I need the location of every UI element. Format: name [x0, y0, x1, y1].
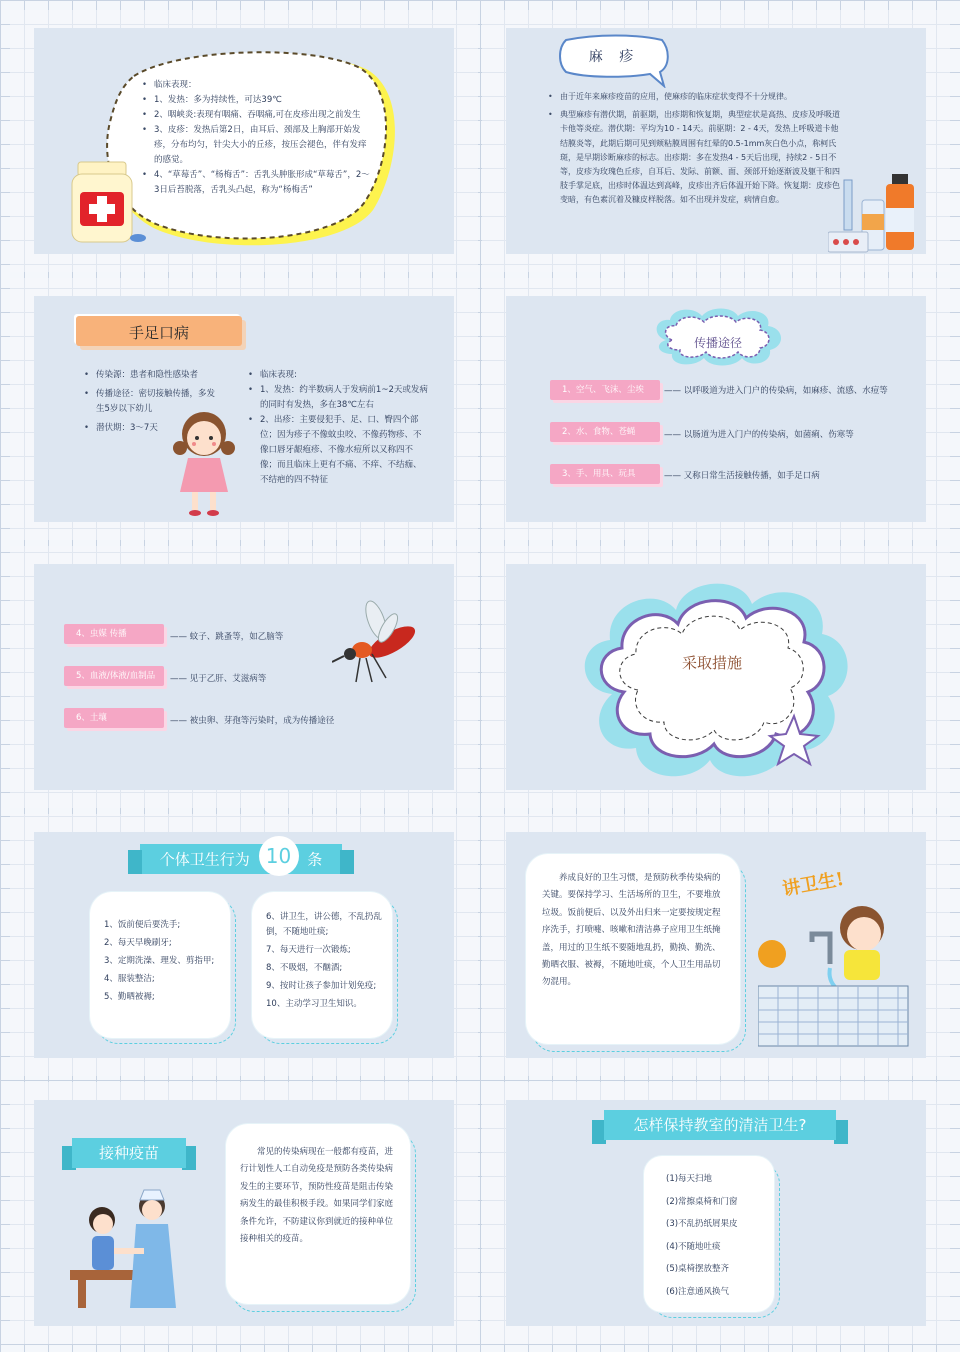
route-desc: —— 被虫卵、芽孢等污染时，成为传播途径	[170, 716, 335, 726]
slide-hand-foot-mouth	[10, 278, 478, 540]
list-item: 3、定期洗澡、理发、剪指甲;	[104, 956, 215, 966]
doctor-vaccinating-child-icon	[70, 1184, 220, 1314]
title-suffix: 条	[307, 850, 323, 869]
slide-measures	[482, 546, 950, 808]
route-desc: —— 蚊子、跳蚤等，如乙脑等	[170, 632, 284, 642]
list-item: 4、服装整洁;	[104, 974, 155, 984]
list-item: • 传播途径：密切接触传播，多发生5岁以下幼儿	[84, 387, 220, 417]
clinical-list	[142, 78, 372, 198]
hygiene-title	[140, 844, 342, 874]
slide-good-habits	[482, 814, 950, 1076]
route-tag: 1、空气、飞沫、尘埃	[550, 380, 660, 400]
routes-title: 传播途径	[693, 336, 742, 350]
hygiene-card-right	[252, 892, 392, 1038]
list-item: 8、不吸烟，不酗酒;	[266, 963, 343, 973]
slide-scarlet-fever	[10, 10, 478, 272]
hfm-title: 手足口病	[128, 324, 189, 342]
list-item: 2、每天早晚刷牙;	[104, 938, 172, 948]
medicine-jar-icon	[64, 160, 154, 250]
habits-card	[526, 854, 740, 1044]
classroom-card	[644, 1156, 774, 1312]
list-item: • 1、发热：多为持续性，可达39℃	[142, 93, 372, 108]
measles-list	[548, 90, 844, 208]
list-item: • 典型麻疹有潜伏期，前驱期，出疹期和恢复期，典型症状是高热、皮疹及呼吸道卡他等炎症。潜伏期：平均为10 - 14天。前驱期：2 - 4天，发热上呼吸道卡他结膜炎等，此期后期可见到颊粘膜周围有红晕的0.5-1mm灰白色小点，称柯氏斑，是早期诊断麻疹的标志。出疹期：多在发热4 - 5天后出现，持续2 - 5日不等，皮疹为玫瑰色丘疹，自耳后、发际、前额、面、颈部开始逐渐波及躯干和四肢手掌足底，出疹时体温达到高峰，皮疹出齐后体温开始下降。恢复期：皮疹色变暗，有色素沉着及糠皮样脱落。如不出现并发症，病情自愈。	[548, 108, 844, 207]
mosquito-icon	[332, 598, 422, 688]
slide-vaccination	[10, 1082, 478, 1344]
list-item: 1、饭前便后要洗手;	[104, 920, 181, 930]
list-item: (3)不乱扔纸屑果皮	[666, 1219, 738, 1230]
vaccination-card	[226, 1124, 410, 1304]
list-item: • 临床表现:	[248, 368, 428, 383]
route-tag: 4、虫媒 传播	[64, 624, 164, 644]
route-tag: 3、手、用具、玩具	[550, 464, 660, 484]
girl-icon	[166, 400, 242, 520]
slide-classroom-cleaning	[482, 1082, 950, 1344]
boy-washing-hands-icon	[758, 894, 928, 1054]
slide-transmission-routes-2	[10, 546, 478, 808]
route-desc: —— 见于乙肝、艾滋病等	[170, 674, 267, 684]
ribbon-tail-right	[340, 850, 354, 874]
measles-title: 麻 疹	[588, 49, 640, 65]
list-item: (1)每天扫地	[666, 1174, 713, 1184]
ribbon-tail-right	[834, 1120, 848, 1144]
list-item: • 4、“草莓舌”、“杨梅舌”：舌乳头肿胀形成“草莓舌”，2～3日后苔脱落，舌乳头凸起，称为“杨梅舌”	[142, 168, 372, 198]
list-item: 10、主动学习卫生知识。	[266, 999, 362, 1009]
hygiene-list-right	[252, 892, 392, 1012]
list-item: (4)不随地吐痰	[666, 1241, 721, 1252]
list-item: • 潜伏期：3～7天	[84, 421, 220, 436]
clean-caption: 讲卫生!	[780, 868, 846, 901]
hfm-right-list	[248, 368, 428, 488]
cloud-shape	[572, 574, 852, 784]
list-item: • 3、皮疹：发热后第2日，由耳后、颈部及上胸部开始发疹，分布均匀，针尖大小的丘疹，按压会褪色，伴有发痒的感觉。	[142, 123, 372, 168]
route-desc: —— 以呼吸道为进入门户的传染病，如麻疹、流感、水痘等	[664, 386, 888, 396]
medicine-bottles-icon	[828, 170, 928, 260]
route-tag: 2、水、食物、苍蝇	[550, 422, 660, 442]
list-item: • 2、咽峡炎:表现有咽痛、吞咽痛,可在皮疹出现之前发生	[142, 108, 372, 123]
list-item: 6、讲卫生，讲公德，不乱扔乱倒，不随地吐痰;	[266, 912, 382, 937]
measures-title: 采取措施	[681, 654, 742, 672]
title-number-badge: 10	[259, 836, 299, 876]
list-item: • 临床表现：	[142, 78, 372, 93]
slide-measles	[482, 10, 950, 272]
list-item: • 传染源：患者和隐性感染者	[84, 368, 220, 383]
vaccination-title: 接种疫苗	[72, 1138, 186, 1168]
title-prefix: 个体卫生行为	[159, 850, 250, 869]
hygiene-card-left	[90, 892, 230, 1038]
hygiene-list-left	[90, 892, 230, 1006]
list-item: • 由于近年来麻疹疫苗的应用，使麻疹的临床症状变得不十分规律。	[548, 90, 844, 104]
list-item: (2)常擦桌椅和门窗	[666, 1196, 738, 1207]
classroom-list	[644, 1156, 774, 1304]
vaccination-text: 常见的传染病现在一般都有疫苗，进行计划性人工自动免疫是预防各类传染病发生的主要环节，预防性疫苗是阻击传染病发生的最佳积极手段。如果同学们家庭条件允许，不防建议你到就近的接种单位接种相关的疫苗。	[240, 1147, 394, 1245]
list-item: (6)注意通风换气	[666, 1286, 730, 1297]
slide-personal-hygiene	[10, 814, 478, 1076]
list-item: 9、按时让孩子参加计划免疫;	[266, 981, 377, 991]
route-desc: —— 又称日常生活接触传播，如手足口病	[664, 471, 820, 481]
list-item: • 2、出疹：主要侵犯手、足、口、臀四个部位；因为疹子不像蚊虫咬、不像药物疹、不像口唇牙龈疱疹、不像水痘所以又称四不像；而且临床上更有不痛、不痒、不结痂、不结疤的四不特征	[248, 413, 428, 488]
classroom-title: 怎样保持教室的清洁卫生?	[604, 1110, 836, 1140]
list-item: • 1、发热：约半数病人于发病前1~2天或发病的同时有发热，多在38℃左右	[248, 383, 428, 413]
route-tag: 6、土壤	[64, 708, 164, 728]
list-item: (5)桌椅摆放整齐	[666, 1264, 730, 1275]
habits-text: 养成良好的卫生习惯，是预防秋季传染病的关键。要保持学习、生活场所的卫生，不要堆放垃圾。饭前便后、以及外出归来一定要按规定程序洗手，打喷嚏、咳嗽和清洁鼻子应用卫生纸掩盖，用过的卫生纸不要随地乱扔，勤换、勤洗、勤晒衣服、被褥，不随地吐痰，个人卫生用品切勿混用。	[542, 873, 721, 988]
list-item: 7、每天进行一次锻炼;	[266, 945, 351, 955]
list-item: 5、勤晒被褥;	[104, 992, 155, 1002]
route-tag: 5、血液/体液/血制品	[64, 666, 164, 686]
slide-transmission-routes	[482, 278, 950, 540]
route-desc: —— 以肠道为进入门户的传染病，如菌痢、伤寒等	[664, 430, 854, 440]
